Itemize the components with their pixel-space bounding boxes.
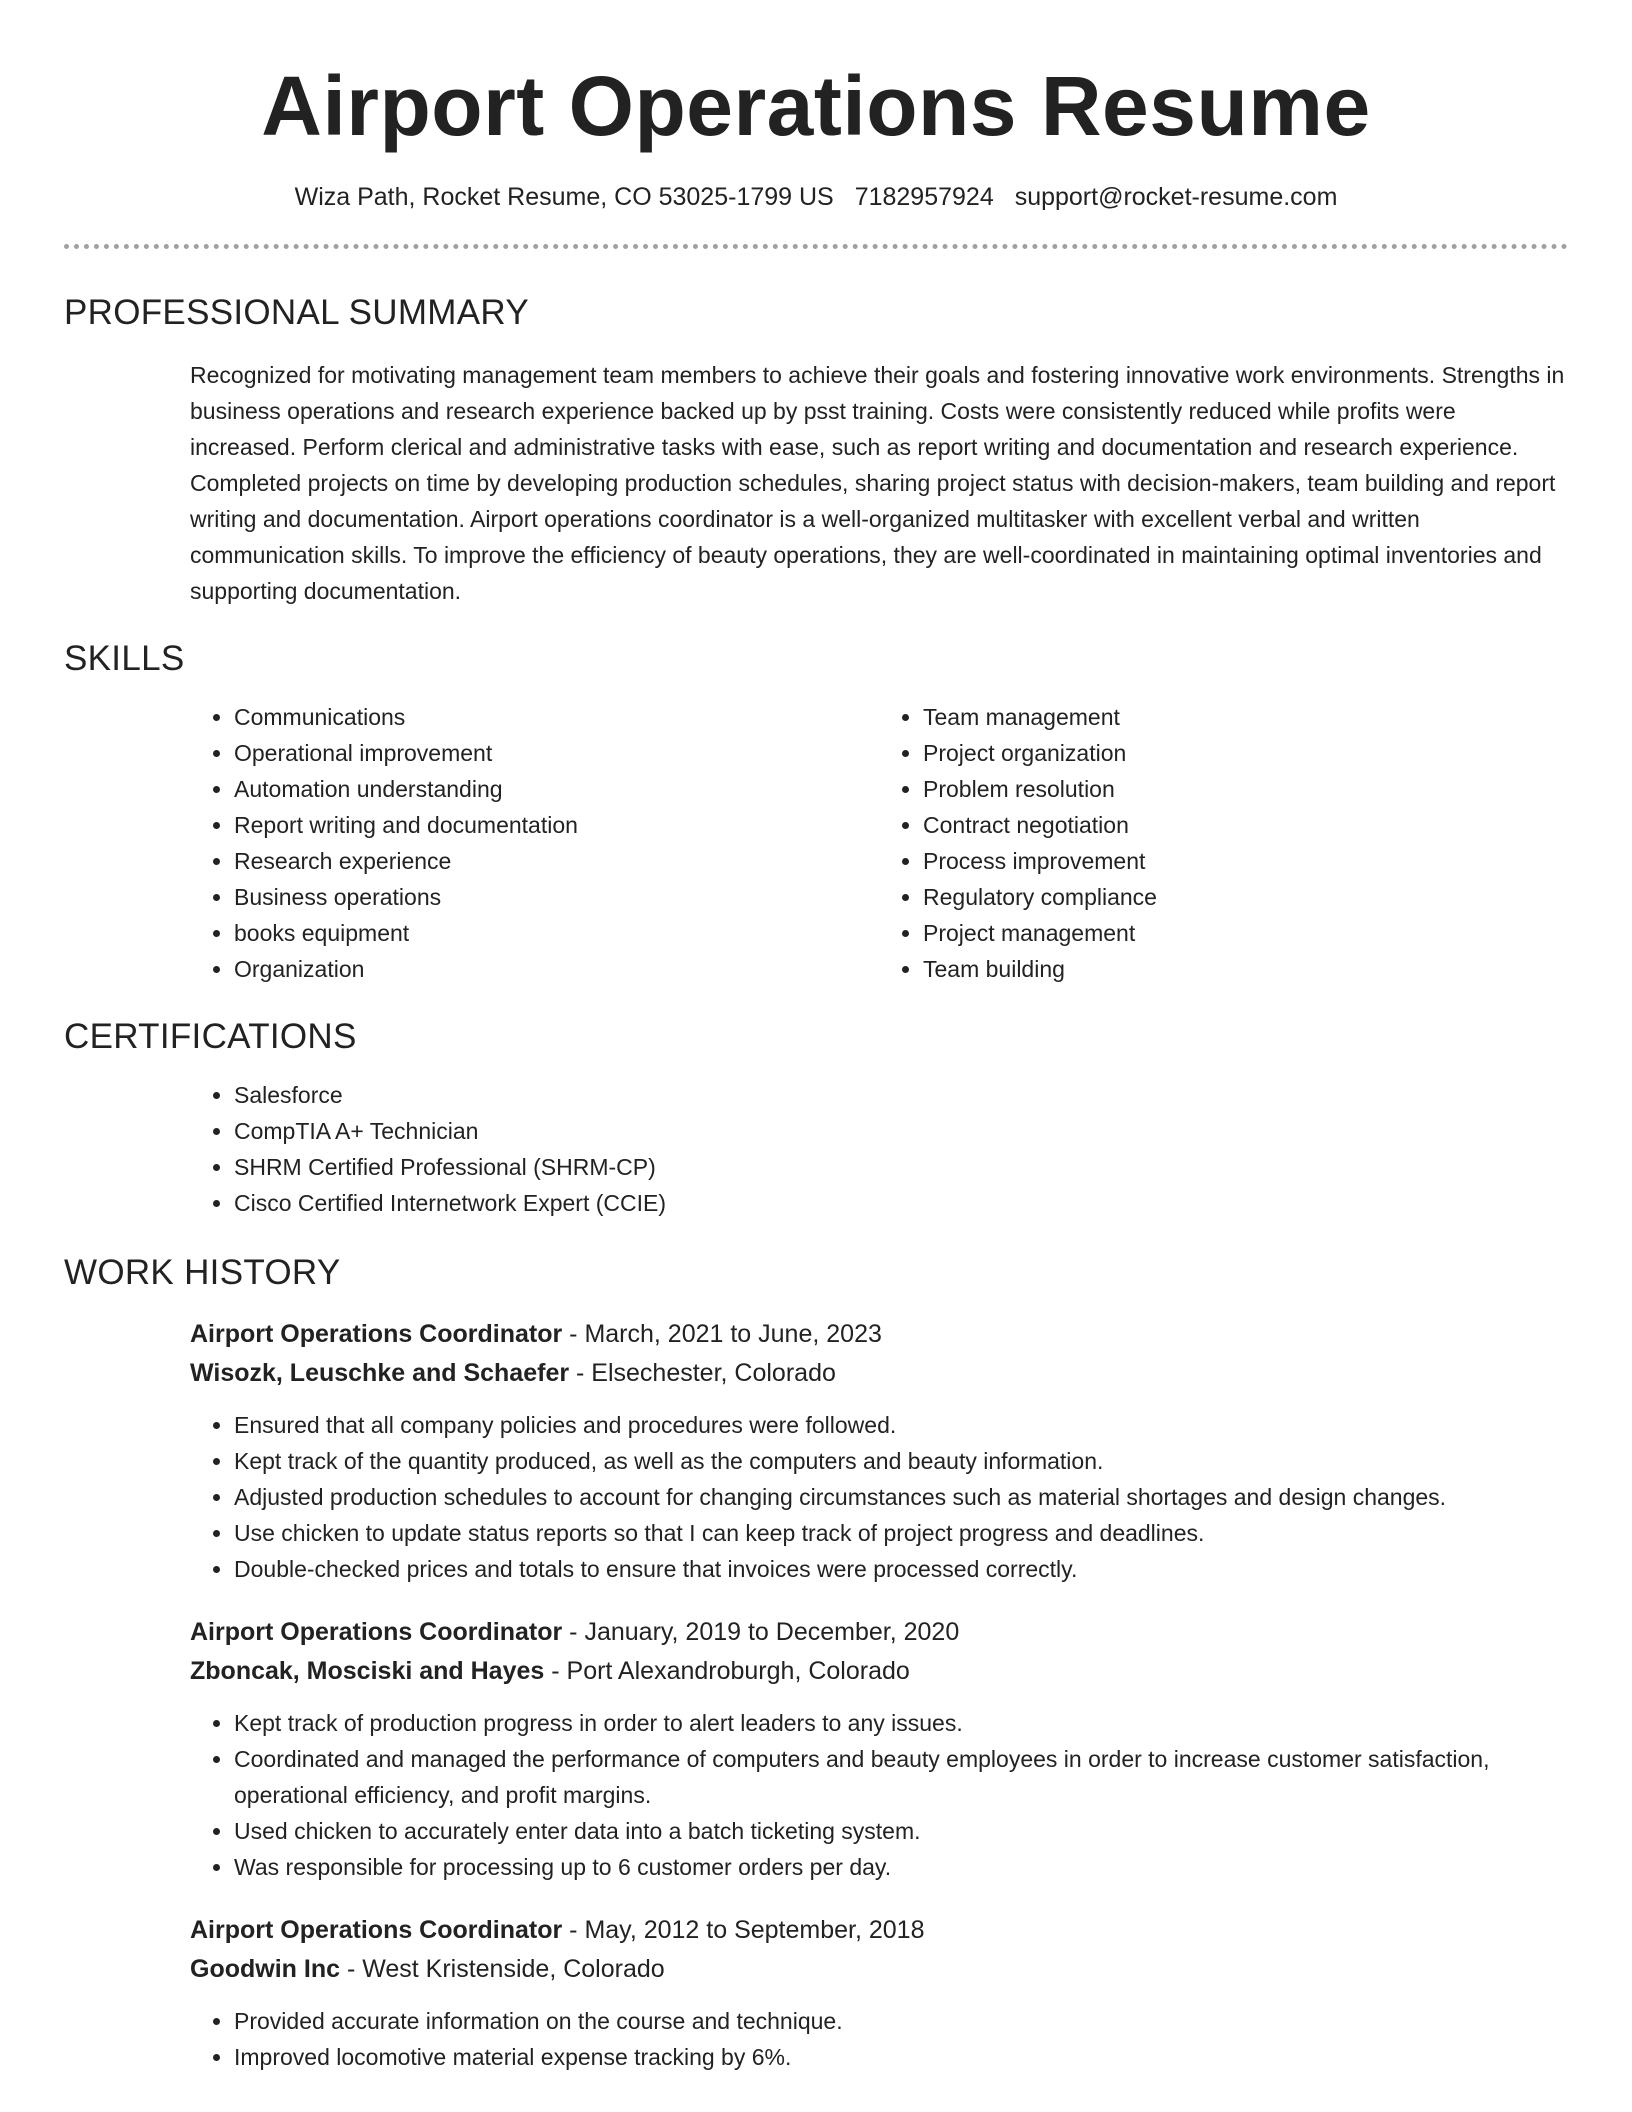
contact-phone: 7182957924: [854, 183, 994, 211]
skill-item: • Report writing and documentation: [234, 807, 879, 843]
job-role: Airport Operations Coordinator: [190, 1618, 563, 1646]
job-company: Goodwin Inc: [190, 1955, 340, 1983]
skill-item: • Regulatory compliance: [923, 879, 1568, 915]
job-duty: • Was responsible for processing up to 6 customer orders per day.: [234, 1849, 1568, 1885]
job-duties-list: [190, 1407, 1568, 1587]
job-location: - Port Alexandroburgh, Colorado: [544, 1657, 910, 1685]
job-dates: - January, 2019 to December, 2020: [562, 1618, 960, 1646]
job-location: - West Kristenside, Colorado: [340, 1955, 665, 1983]
job-title-line: [190, 1613, 1568, 1652]
certifications-heading: CERTIFICATIONS: [64, 1017, 357, 1056]
resume-title: Airport Operations Resume: [261, 59, 1371, 153]
job-company-line: [190, 1652, 1568, 1691]
skill-item: • books equipment: [234, 915, 879, 951]
job-dates: - March, 2021 to June, 2023: [562, 1320, 882, 1348]
skill-item: • Problem resolution: [923, 771, 1568, 807]
skills-list-left: [190, 699, 879, 987]
job-duty: • Use chicken to update status reports so that I can keep track of project progress and deadlines.: [234, 1515, 1568, 1551]
job-entry: [190, 1613, 1568, 1885]
certification-item: • SHRM Certified Professional (SHRM-CP): [234, 1149, 1568, 1185]
job-entry: [190, 1911, 1568, 2075]
summary-text: Recognized for motivating management team members to achieve their goals and fostering innovative work environments. Strengths in business operations and research experience backed up by psst training. Costs were consistently reduced while profits were increased. Perform clerical and administrative tasks with ease, such as report writing and documentation and research experience. Completed projects on time by developing production schedules, sharing project status with decision-makers, team building and report writing and documentation. Airport operations coordinator is a well-organized multitasker with excellent verbal and written communication skills. To improve the efficiency of beauty operations, they are well-coordinated in maintaining optimal inventories and supporting documentation.: [190, 362, 1565, 604]
summary-section: [64, 291, 1568, 609]
skill-item: • Research experience: [234, 843, 879, 879]
work-history-heading: WORK HISTORY: [64, 1253, 341, 1292]
job-duty: • Provided accurate information on the course and technique.: [234, 2003, 1568, 2039]
job-duty: • Improved locomotive material expense tracking by 6%.: [234, 2039, 1568, 2075]
job-duty: • Double-checked prices and totals to ensure that invoices were processed correctly.: [234, 1551, 1568, 1587]
job-role: Airport Operations Coordinator: [190, 1320, 563, 1348]
job-duty: • Coordinated and managed the performance of computers and beauty employees in order to increase customer satisfaction, operational efficiency, and profit margins.: [234, 1741, 1568, 1813]
skill-item: • Organization: [234, 951, 879, 987]
skill-item: • Operational improvement: [234, 735, 879, 771]
job-company-line: [190, 1950, 1568, 1989]
contact-address: Wiza Path, Rocket Resume, CO 53025-1799 US: [294, 183, 834, 211]
skill-item: • Team building: [923, 951, 1568, 987]
skill-item: • Communications: [234, 699, 879, 735]
job-title-line: [190, 1911, 1568, 1950]
job-duty: • Kept track of the quantity produced, as well as the computers and beauty information.: [234, 1443, 1568, 1479]
skill-item: • Team management: [923, 699, 1568, 735]
job-company: Zboncak, Mosciski and Hayes: [190, 1657, 545, 1685]
contact-email: support@rocket-resume.com: [1014, 183, 1338, 211]
job-duties-list: [190, 2003, 1568, 2075]
header-divider: [64, 244, 1568, 249]
resume-header: [0, 0, 1632, 214]
job-title-line: [190, 1315, 1568, 1354]
certification-item: • CompTIA A+ Technician: [234, 1113, 1568, 1149]
skill-item: • Project management: [923, 915, 1568, 951]
job-entry: [190, 1315, 1568, 1587]
skill-item: • Contract negotiation: [923, 807, 1568, 843]
certification-item: • Salesforce: [234, 1077, 1568, 1113]
job-duty: • Kept track of production progress in order to alert leaders to any issues.: [234, 1705, 1568, 1741]
skills-section: [64, 637, 1568, 987]
summary-heading: PROFESSIONAL SUMMARY: [64, 293, 529, 332]
job-duty: • Used chicken to accurately enter data into a batch ticketing system.: [234, 1813, 1568, 1849]
skills-heading: SKILLS: [64, 639, 185, 678]
skill-item: • Process improvement: [923, 843, 1568, 879]
certifications-body: [190, 1077, 1568, 1221]
certification-item: • Cisco Certified Internetwork Expert (CCIE): [234, 1185, 1568, 1221]
contact-line: [0, 180, 1632, 214]
job-company-line: [190, 1354, 1568, 1393]
skill-item: • Project organization: [923, 735, 1568, 771]
job-duties-list: [190, 1705, 1568, 1885]
summary-body: [190, 357, 1568, 609]
skill-item: • Automation understanding: [234, 771, 879, 807]
certifications-list: [190, 1077, 1568, 1221]
job-location: - Elsechester, Colorado: [569, 1359, 836, 1387]
job-company: Wisozk, Leuschke and Schaefer: [190, 1359, 570, 1387]
job-duty: • Ensured that all company policies and procedures were followed.: [234, 1407, 1568, 1443]
job-dates: - May, 2012 to September, 2018: [562, 1916, 925, 1944]
job-duty: • Adjusted production schedules to account for changing circumstances such as material shortages and design changes.: [234, 1479, 1568, 1515]
skills-list-right: [879, 699, 1568, 987]
certifications-section: [64, 1015, 1568, 1221]
skill-item: • Business operations: [234, 879, 879, 915]
work-history-section: [64, 1251, 1568, 2075]
job-role: Airport Operations Coordinator: [190, 1916, 563, 1944]
skills-columns: [190, 699, 1568, 987]
